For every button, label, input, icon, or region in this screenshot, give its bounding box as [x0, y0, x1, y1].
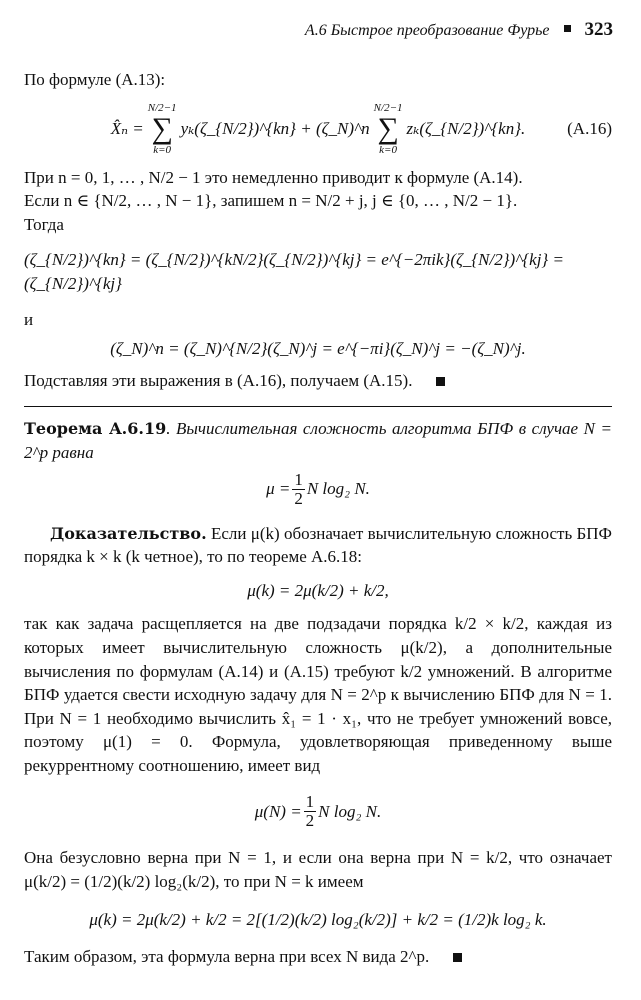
equation-final: μ(k) = 2μ(k/2) + k/2 = 2[(1/2)(k/2) log₂(k/2)] + k/2 = (1/2)k log₂ k.	[89, 909, 547, 929]
proof-para3: Она безусловно верна при N = 1, и если она верна при N = k/2, что означает μ(k/2) = (1/2)(k/2) log₂(k/2), то при N = k имеем	[24, 848, 612, 892]
qed-icon-2	[453, 953, 462, 962]
and-word: и	[24, 309, 34, 329]
equation-number: (A.16)	[567, 118, 612, 138]
sum2-lower: k=0	[379, 143, 397, 156]
theorem	[24, 417, 612, 464]
theorem-divider	[24, 406, 612, 407]
eq-a16-term2: zₖ(ζ_{N/2})^{kn}.	[406, 118, 526, 138]
equation-mu: μ = $\frac{1}{2}$ N log₂ N.	[266, 469, 370, 508]
equation-zeta-1: (ζ_{N/2})^{kn} = (ζ_{N/2})^{kN/2}(ζ_{N/2})^{kj} = e^{−2πik}(ζ_{N/2})^{kj} = (ζ_{N/2})^{kj}	[24, 250, 564, 293]
para1-line3: Тогда	[24, 214, 64, 234]
equation-recurrence: μ(k) = 2μ(k/2) + k/2,	[247, 580, 389, 600]
page-body	[24, 68, 612, 969]
fraction-half-2: $\frac{1}{2}$	[305, 792, 315, 831]
running-title: A.6 Быстрое преобразование Фурье	[304, 22, 550, 39]
para2: Подставляя эти выражения в (A.16), получаем (A.15).	[24, 369, 612, 393]
eq-a16-lhs: X̂ₙ =	[110, 118, 144, 138]
proof-end: Таким образом, эта формула верна при всех N вида 2^p.	[24, 945, 612, 969]
eq-a16-term1: yₖ(ζ_{N/2})^{kn} + (ζ_N)^n	[180, 118, 370, 138]
qed-icon	[436, 377, 445, 386]
header-square-icon	[564, 25, 571, 32]
fraction-half: $\frac{1}{2}$	[294, 469, 303, 508]
theorem-label: Теорема A.6.19	[24, 419, 167, 439]
equation-a16	[24, 102, 612, 156]
intro-text: По формуле (A.13):	[24, 70, 166, 89]
proof-para1: Доказательство. Если μ(k) обозначает вычислительную сложность БПФ порядка k × k (k четное), то по теореме A.6.18:	[24, 523, 612, 567]
theorem-text: . Вычислительная сложность алгоритма БПФ в случае N = 2^p равна	[24, 419, 612, 462]
equation-zeta-2: (ζ_N)^n = (ζ_N)^{N/2}(ζ_N)^j = e^{−πi}(ζ_N)^j = −(ζ_N)^j.	[110, 339, 526, 359]
sum-icon-2: N/2−1 ∑ k=0	[373, 101, 403, 156]
page-number: 323	[584, 19, 613, 40]
equation-mu-n: μ(N) = $\frac{1}{2}$ N log₂ N.	[254, 792, 382, 831]
sum2-upper: N/2−1	[373, 101, 403, 114]
proof-label: Доказательство.	[50, 523, 207, 543]
proof-para2: так как задача расщепляется на две подзадачи порядка k/2 × k/2, каждая из которых имеет вычислительную сложность μ(k/2), а дополнительные вычисления по формулам (A.14) и (A.15) требуют k/2 умножений. В алгоритме БПФ удается свести исходную задачу для N = 2^p к вычислению БПФ для N = 1. При N = 1 необходимо вычислить x̂₁ = 1 · x₁, что не требует умножений вовсе, поэтому μ(1) = 0. Формула, удовлетворяющая приведенному выше рекуррентному соотношению, имеет вид	[24, 614, 612, 775]
running-header	[24, 18, 613, 42]
sum-lower: k=0	[153, 143, 172, 156]
sum-icon: N/2−1 ∑ k=0	[147, 101, 177, 156]
sum-upper: N/2−1	[147, 101, 177, 114]
para1-line2: Если n ∈ {N/2, … , N − 1}, запишем n = N/2 + j, j ∈ {0, … , N/2 − 1}.	[24, 191, 518, 211]
para1-line1: При n = 0, 1, … , N/2 − 1 это немедленно приводит к формуле (A.14).	[24, 167, 523, 187]
